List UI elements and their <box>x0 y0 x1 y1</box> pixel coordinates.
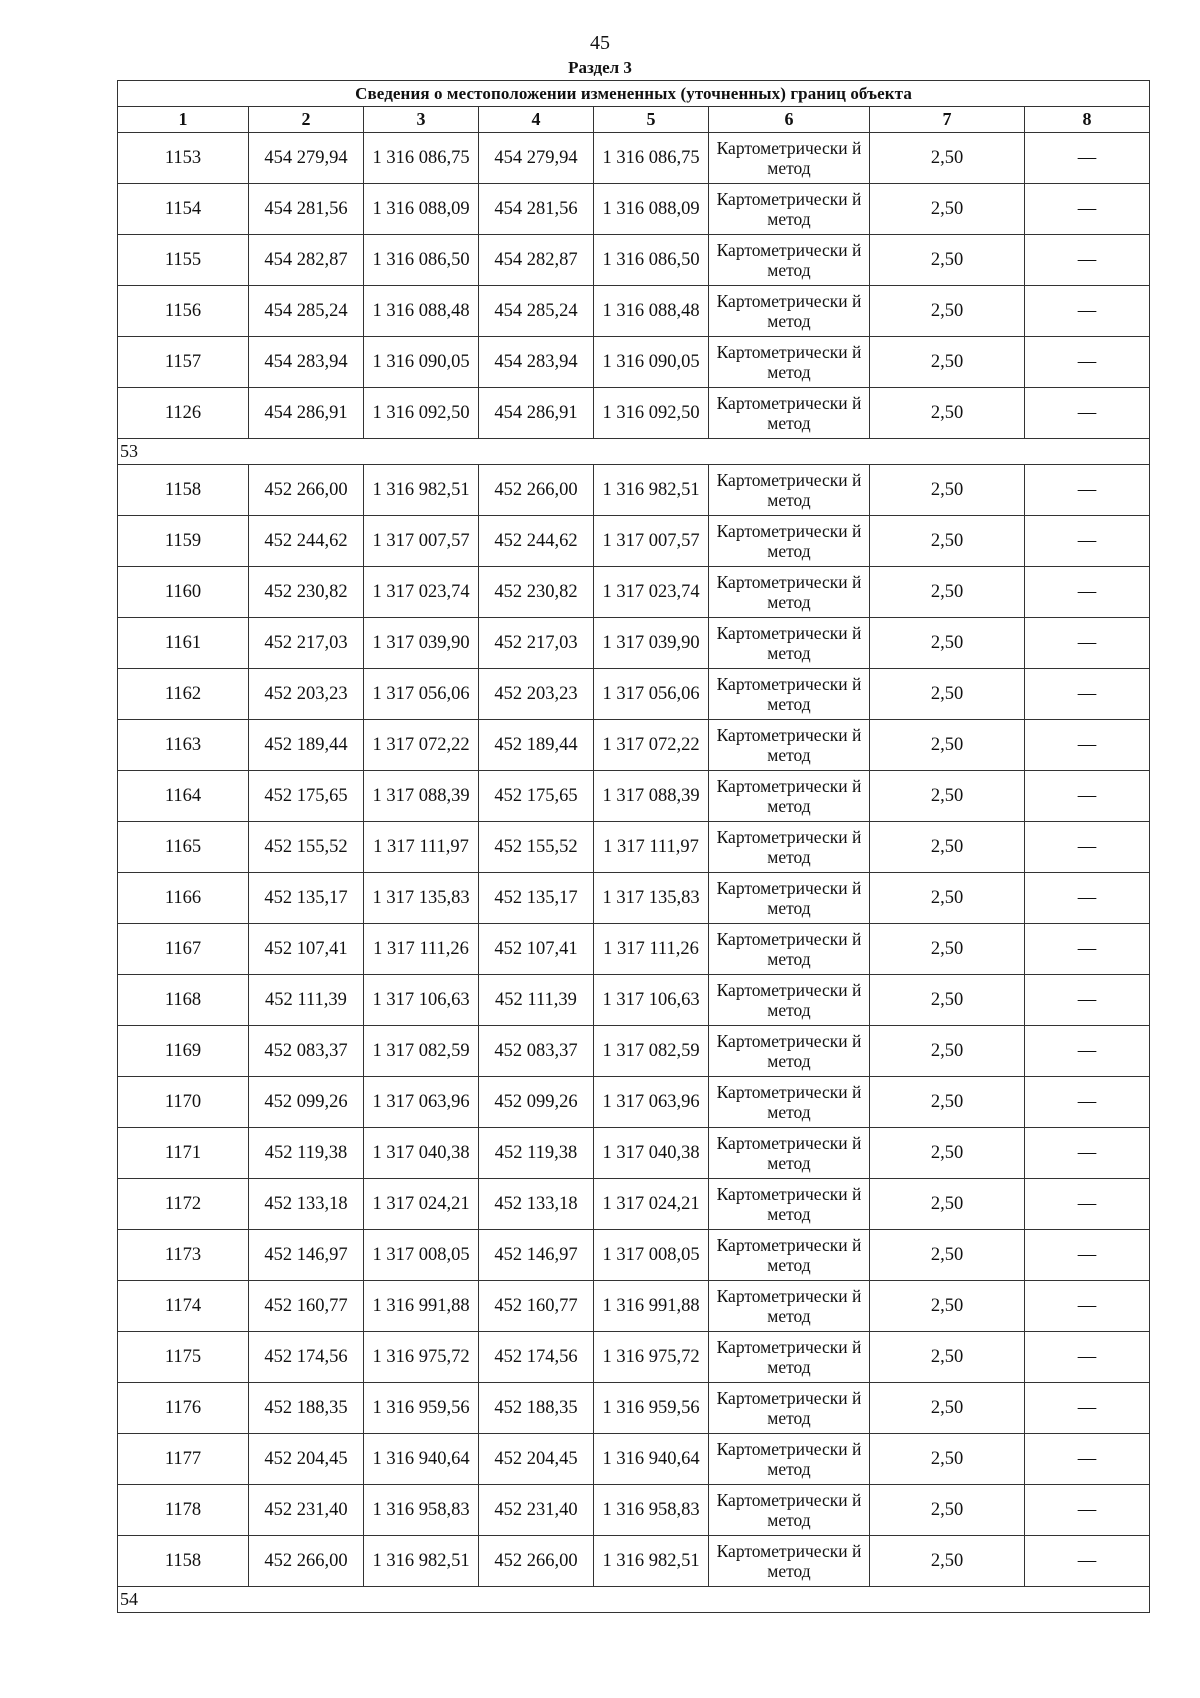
point-number-cell: 1157 <box>118 337 249 388</box>
table-row <box>118 1332 1150 1383</box>
x-new-cell: 452 119,38 <box>479 1128 594 1179</box>
x-old-cell: 452 111,39 <box>249 975 364 1026</box>
accuracy-cell: 2,50 <box>870 184 1025 235</box>
y-old-cell: 1 316 092,50 <box>364 388 479 439</box>
y-old-cell: 1 316 959,56 <box>364 1383 479 1434</box>
y-new-cell: 1 317 072,22 <box>594 720 709 771</box>
column-number-2: 2 <box>249 107 364 133</box>
point-number-cell: 1154 <box>118 184 249 235</box>
method-cell: Картометрически й метод <box>709 975 870 1026</box>
y-old-cell: 1 316 958,83 <box>364 1485 479 1536</box>
accuracy-cell: 2,50 <box>870 873 1025 924</box>
table-row <box>118 1434 1150 1485</box>
y-old-cell: 1 317 088,39 <box>364 771 479 822</box>
description-cell: — <box>1025 1536 1150 1587</box>
description-cell: — <box>1025 1485 1150 1536</box>
x-old-cell: 454 283,94 <box>249 337 364 388</box>
method-cell: Картометрически й метод <box>709 1536 870 1587</box>
point-number-cell: 1158 <box>118 1536 249 1587</box>
point-number-cell: 1171 <box>118 1128 249 1179</box>
description-cell: — <box>1025 1434 1150 1485</box>
description-cell: — <box>1025 388 1150 439</box>
table-row <box>118 133 1150 184</box>
y-new-cell: 1 316 090,05 <box>594 337 709 388</box>
x-old-cell: 452 083,37 <box>249 1026 364 1077</box>
description-cell: — <box>1025 1128 1150 1179</box>
description-cell: — <box>1025 975 1150 1026</box>
description-cell: — <box>1025 184 1150 235</box>
point-number-cell: 1168 <box>118 975 249 1026</box>
description-cell: — <box>1025 1230 1150 1281</box>
method-cell: Картометрически й метод <box>709 388 870 439</box>
description-cell: — <box>1025 567 1150 618</box>
accuracy-cell: 2,50 <box>870 465 1025 516</box>
section-title: Раздел 3 <box>568 58 632 77</box>
point-number-cell: 1155 <box>118 235 249 286</box>
description-cell: — <box>1025 1383 1150 1434</box>
accuracy-cell: 2,50 <box>870 1434 1025 1485</box>
x-old-cell: 454 281,56 <box>249 184 364 235</box>
y-old-cell: 1 317 039,90 <box>364 618 479 669</box>
y-new-cell: 1 316 982,51 <box>594 465 709 516</box>
coordinates-table <box>117 80 1150 1613</box>
method-cell: Картометрически й метод <box>709 1128 870 1179</box>
y-old-cell: 1 317 023,74 <box>364 567 479 618</box>
x-new-cell: 454 286,91 <box>479 388 594 439</box>
column-number-6: 6 <box>709 107 870 133</box>
description-cell: — <box>1025 618 1150 669</box>
description-cell: — <box>1025 771 1150 822</box>
description-cell: — <box>1025 1179 1150 1230</box>
y-old-cell: 1 316 975,72 <box>364 1332 479 1383</box>
table-row <box>118 1383 1150 1434</box>
x-new-cell: 454 279,94 <box>479 133 594 184</box>
y-old-cell: 1 316 991,88 <box>364 1281 479 1332</box>
point-number-cell: 1167 <box>118 924 249 975</box>
accuracy-cell: 2,50 <box>870 1332 1025 1383</box>
method-cell: Картометрически й метод <box>709 1383 870 1434</box>
point-number-cell: 1178 <box>118 1485 249 1536</box>
x-new-cell: 452 146,97 <box>479 1230 594 1281</box>
point-number-cell: 1165 <box>118 822 249 873</box>
y-new-cell: 1 317 082,59 <box>594 1026 709 1077</box>
y-old-cell: 1 317 056,06 <box>364 669 479 720</box>
y-old-cell: 1 316 086,50 <box>364 235 479 286</box>
description-cell: — <box>1025 465 1150 516</box>
y-new-cell: 1 316 086,50 <box>594 235 709 286</box>
x-old-cell: 452 155,52 <box>249 822 364 873</box>
method-cell: Картометрически й метод <box>709 286 870 337</box>
point-number-cell: 1176 <box>118 1383 249 1434</box>
column-number-5: 5 <box>594 107 709 133</box>
x-old-cell: 452 146,97 <box>249 1230 364 1281</box>
contour-number-row <box>118 1587 1150 1613</box>
x-new-cell: 452 189,44 <box>479 720 594 771</box>
method-cell: Картометрически й метод <box>709 337 870 388</box>
x-old-cell: 454 282,87 <box>249 235 364 286</box>
x-new-cell: 452 204,45 <box>479 1434 594 1485</box>
description-cell: — <box>1025 286 1150 337</box>
x-new-cell: 452 244,62 <box>479 516 594 567</box>
table-row <box>118 1128 1150 1179</box>
y-new-cell: 1 317 007,57 <box>594 516 709 567</box>
point-number-cell: 1160 <box>118 567 249 618</box>
point-number-cell: 1162 <box>118 669 249 720</box>
y-old-cell: 1 317 008,05 <box>364 1230 479 1281</box>
column-number-8: 8 <box>1025 107 1150 133</box>
point-number-cell: 1156 <box>118 286 249 337</box>
table-row <box>118 720 1150 771</box>
y-old-cell: 1 317 040,38 <box>364 1128 479 1179</box>
point-number-cell: 1163 <box>118 720 249 771</box>
y-new-cell: 1 317 088,39 <box>594 771 709 822</box>
method-cell: Картометрически й метод <box>709 873 870 924</box>
method-cell: Картометрически й метод <box>709 516 870 567</box>
x-old-cell: 454 285,24 <box>249 286 364 337</box>
accuracy-cell: 2,50 <box>870 1485 1025 1536</box>
page-number: 45 <box>590 32 610 54</box>
x-old-cell: 452 266,00 <box>249 465 364 516</box>
table-row <box>118 1485 1150 1536</box>
y-old-cell: 1 316 088,09 <box>364 184 479 235</box>
y-old-cell: 1 317 082,59 <box>364 1026 479 1077</box>
table-row <box>118 873 1150 924</box>
y-old-cell: 1 316 940,64 <box>364 1434 479 1485</box>
accuracy-cell: 2,50 <box>870 516 1025 567</box>
y-old-cell: 1 316 088,48 <box>364 286 479 337</box>
description-cell: — <box>1025 669 1150 720</box>
accuracy-cell: 2,50 <box>870 975 1025 1026</box>
point-number-cell: 1153 <box>118 133 249 184</box>
x-new-cell: 452 230,82 <box>479 567 594 618</box>
table-title: Сведения о местоположении измененных (уточненных) границ объекта <box>118 81 1150 107</box>
x-old-cell: 452 133,18 <box>249 1179 364 1230</box>
description-cell: — <box>1025 1332 1150 1383</box>
x-new-cell: 452 266,00 <box>479 465 594 516</box>
column-number-1: 1 <box>118 107 249 133</box>
y-old-cell: 1 316 086,75 <box>364 133 479 184</box>
point-number-cell: 1166 <box>118 873 249 924</box>
point-number-cell: 1161 <box>118 618 249 669</box>
point-number-cell: 1172 <box>118 1179 249 1230</box>
y-old-cell: 1 317 063,96 <box>364 1077 479 1128</box>
description-cell: — <box>1025 133 1150 184</box>
point-number-cell: 1173 <box>118 1230 249 1281</box>
x-new-cell: 454 281,56 <box>479 184 594 235</box>
y-old-cell: 1 317 007,57 <box>364 516 479 567</box>
method-cell: Картометрически й метод <box>709 1485 870 1536</box>
y-new-cell: 1 317 111,97 <box>594 822 709 873</box>
description-cell: — <box>1025 235 1150 286</box>
accuracy-cell: 2,50 <box>870 286 1025 337</box>
y-new-cell: 1 316 940,64 <box>594 1434 709 1485</box>
y-old-cell: 1 317 024,21 <box>364 1179 479 1230</box>
y-new-cell: 1 317 008,05 <box>594 1230 709 1281</box>
y-new-cell: 1 316 958,83 <box>594 1485 709 1536</box>
x-new-cell: 452 188,35 <box>479 1383 594 1434</box>
method-cell: Картометрически й метод <box>709 465 870 516</box>
table-row <box>118 465 1150 516</box>
y-old-cell: 1 316 090,05 <box>364 337 479 388</box>
x-new-cell: 452 174,56 <box>479 1332 594 1383</box>
x-new-cell: 452 099,26 <box>479 1077 594 1128</box>
y-new-cell: 1 317 106,63 <box>594 975 709 1026</box>
x-old-cell: 452 135,17 <box>249 873 364 924</box>
x-old-cell: 452 266,00 <box>249 1536 364 1587</box>
description-cell: — <box>1025 1026 1150 1077</box>
table-body <box>118 133 1150 1613</box>
point-number-cell: 1126 <box>118 388 249 439</box>
description-cell: — <box>1025 516 1150 567</box>
x-new-cell: 454 285,24 <box>479 286 594 337</box>
y-new-cell: 1 317 056,06 <box>594 669 709 720</box>
y-old-cell: 1 317 135,83 <box>364 873 479 924</box>
description-cell: — <box>1025 924 1150 975</box>
x-old-cell: 452 230,82 <box>249 567 364 618</box>
x-new-cell: 452 135,17 <box>479 873 594 924</box>
table-row <box>118 975 1150 1026</box>
x-new-cell: 452 083,37 <box>479 1026 594 1077</box>
y-new-cell: 1 317 039,90 <box>594 618 709 669</box>
x-new-cell: 452 203,23 <box>479 669 594 720</box>
method-cell: Картометрически й метод <box>709 1077 870 1128</box>
x-old-cell: 452 160,77 <box>249 1281 364 1332</box>
point-number-cell: 1164 <box>118 771 249 822</box>
column-number-3: 3 <box>364 107 479 133</box>
table-row <box>118 1077 1150 1128</box>
x-old-cell: 452 189,44 <box>249 720 364 771</box>
method-cell: Картометрически й метод <box>709 184 870 235</box>
y-old-cell: 1 316 982,51 <box>364 1536 479 1587</box>
point-number-cell: 1175 <box>118 1332 249 1383</box>
point-number-cell: 1177 <box>118 1434 249 1485</box>
x-old-cell: 452 174,56 <box>249 1332 364 1383</box>
method-cell: Картометрически й метод <box>709 1434 870 1485</box>
method-cell: Картометрически й метод <box>709 924 870 975</box>
method-cell: Картометрически й метод <box>709 235 870 286</box>
x-old-cell: 454 286,91 <box>249 388 364 439</box>
table-row <box>118 822 1150 873</box>
method-cell: Картометрически й метод <box>709 1179 870 1230</box>
table-row <box>118 1281 1150 1332</box>
x-old-cell: 452 203,23 <box>249 669 364 720</box>
description-cell: — <box>1025 822 1150 873</box>
method-cell: Картометрически й метод <box>709 1230 870 1281</box>
method-cell: Картометрически й метод <box>709 618 870 669</box>
accuracy-cell: 2,50 <box>870 337 1025 388</box>
y-new-cell: 1 316 975,72 <box>594 1332 709 1383</box>
description-cell: — <box>1025 1077 1150 1128</box>
y-new-cell: 1 317 063,96 <box>594 1077 709 1128</box>
accuracy-cell: 2,50 <box>870 771 1025 822</box>
x-new-cell: 452 133,18 <box>479 1179 594 1230</box>
accuracy-cell: 2,50 <box>870 720 1025 771</box>
x-new-cell: 452 217,03 <box>479 618 594 669</box>
contour-number-row <box>118 439 1150 465</box>
method-cell: Картометрически й метод <box>709 771 870 822</box>
x-old-cell: 452 188,35 <box>249 1383 364 1434</box>
accuracy-cell: 2,50 <box>870 1281 1025 1332</box>
table-row <box>118 771 1150 822</box>
accuracy-cell: 2,50 <box>870 1536 1025 1587</box>
x-new-cell: 452 160,77 <box>479 1281 594 1332</box>
point-number-cell: 1159 <box>118 516 249 567</box>
accuracy-cell: 2,50 <box>870 618 1025 669</box>
y-new-cell: 1 317 111,26 <box>594 924 709 975</box>
accuracy-cell: 2,50 <box>870 1128 1025 1179</box>
y-old-cell: 1 317 111,97 <box>364 822 479 873</box>
method-cell: Картометрически й метод <box>709 822 870 873</box>
point-number-cell: 1158 <box>118 465 249 516</box>
x-old-cell: 452 244,62 <box>249 516 364 567</box>
y-old-cell: 1 316 982,51 <box>364 465 479 516</box>
x-old-cell: 452 204,45 <box>249 1434 364 1485</box>
x-old-cell: 452 119,38 <box>249 1128 364 1179</box>
x-new-cell: 452 175,65 <box>479 771 594 822</box>
point-number-cell: 1174 <box>118 1281 249 1332</box>
table-row <box>118 924 1150 975</box>
accuracy-cell: 2,50 <box>870 822 1025 873</box>
x-old-cell: 452 231,40 <box>249 1485 364 1536</box>
column-number-4: 4 <box>479 107 594 133</box>
point-number-cell: 1169 <box>118 1026 249 1077</box>
table-row <box>118 388 1150 439</box>
accuracy-cell: 2,50 <box>870 388 1025 439</box>
accuracy-cell: 2,50 <box>870 133 1025 184</box>
table-row <box>118 1026 1150 1077</box>
table-row <box>118 567 1150 618</box>
table-row <box>118 1230 1150 1281</box>
description-cell: — <box>1025 720 1150 771</box>
y-new-cell: 1 317 023,74 <box>594 567 709 618</box>
table-row <box>118 516 1150 567</box>
accuracy-cell: 2,50 <box>870 235 1025 286</box>
y-old-cell: 1 317 111,26 <box>364 924 479 975</box>
y-old-cell: 1 317 106,63 <box>364 975 479 1026</box>
y-new-cell: 1 316 982,51 <box>594 1536 709 1587</box>
method-cell: Картометрически й метод <box>709 669 870 720</box>
accuracy-cell: 2,50 <box>870 669 1025 720</box>
y-new-cell: 1 316 086,75 <box>594 133 709 184</box>
x-new-cell: 454 282,87 <box>479 235 594 286</box>
x-new-cell: 452 111,39 <box>479 975 594 1026</box>
method-cell: Картометрически й метод <box>709 1026 870 1077</box>
accuracy-cell: 2,50 <box>870 924 1025 975</box>
description-cell: — <box>1025 1281 1150 1332</box>
table-row <box>118 1179 1150 1230</box>
y-new-cell: 1 316 991,88 <box>594 1281 709 1332</box>
accuracy-cell: 2,50 <box>870 1077 1025 1128</box>
y-new-cell: 1 317 024,21 <box>594 1179 709 1230</box>
accuracy-cell: 2,50 <box>870 1383 1025 1434</box>
contour-number: 53 <box>118 439 1150 465</box>
y-new-cell: 1 316 092,50 <box>594 388 709 439</box>
x-new-cell: 452 231,40 <box>479 1485 594 1536</box>
contour-number: 54 <box>118 1587 1150 1613</box>
x-new-cell: 452 155,52 <box>479 822 594 873</box>
x-new-cell: 452 107,41 <box>479 924 594 975</box>
column-number-row <box>118 107 1150 133</box>
y-new-cell: 1 316 088,09 <box>594 184 709 235</box>
description-cell: — <box>1025 873 1150 924</box>
y-new-cell: 1 316 959,56 <box>594 1383 709 1434</box>
x-old-cell: 452 099,26 <box>249 1077 364 1128</box>
description-cell: — <box>1025 337 1150 388</box>
accuracy-cell: 2,50 <box>870 1179 1025 1230</box>
x-old-cell: 452 175,65 <box>249 771 364 822</box>
table-row <box>118 235 1150 286</box>
method-cell: Картометрически й метод <box>709 133 870 184</box>
table-row <box>118 669 1150 720</box>
y-new-cell: 1 316 088,48 <box>594 286 709 337</box>
accuracy-cell: 2,50 <box>870 1230 1025 1281</box>
y-old-cell: 1 317 072,22 <box>364 720 479 771</box>
point-number-cell: 1170 <box>118 1077 249 1128</box>
table-row <box>118 618 1150 669</box>
column-number-7: 7 <box>870 107 1025 133</box>
table-row <box>118 1536 1150 1587</box>
table-row <box>118 286 1150 337</box>
method-cell: Картометрически й метод <box>709 1281 870 1332</box>
y-new-cell: 1 317 135,83 <box>594 873 709 924</box>
x-old-cell: 454 279,94 <box>249 133 364 184</box>
y-new-cell: 1 317 040,38 <box>594 1128 709 1179</box>
accuracy-cell: 2,50 <box>870 1026 1025 1077</box>
x-new-cell: 452 266,00 <box>479 1536 594 1587</box>
table-row <box>118 184 1150 235</box>
method-cell: Картометрически й метод <box>709 720 870 771</box>
x-old-cell: 452 107,41 <box>249 924 364 975</box>
accuracy-cell: 2,50 <box>870 567 1025 618</box>
x-new-cell: 454 283,94 <box>479 337 594 388</box>
x-old-cell: 452 217,03 <box>249 618 364 669</box>
method-cell: Картометрически й метод <box>709 567 870 618</box>
method-cell: Картометрически й метод <box>709 1332 870 1383</box>
table-row <box>118 337 1150 388</box>
